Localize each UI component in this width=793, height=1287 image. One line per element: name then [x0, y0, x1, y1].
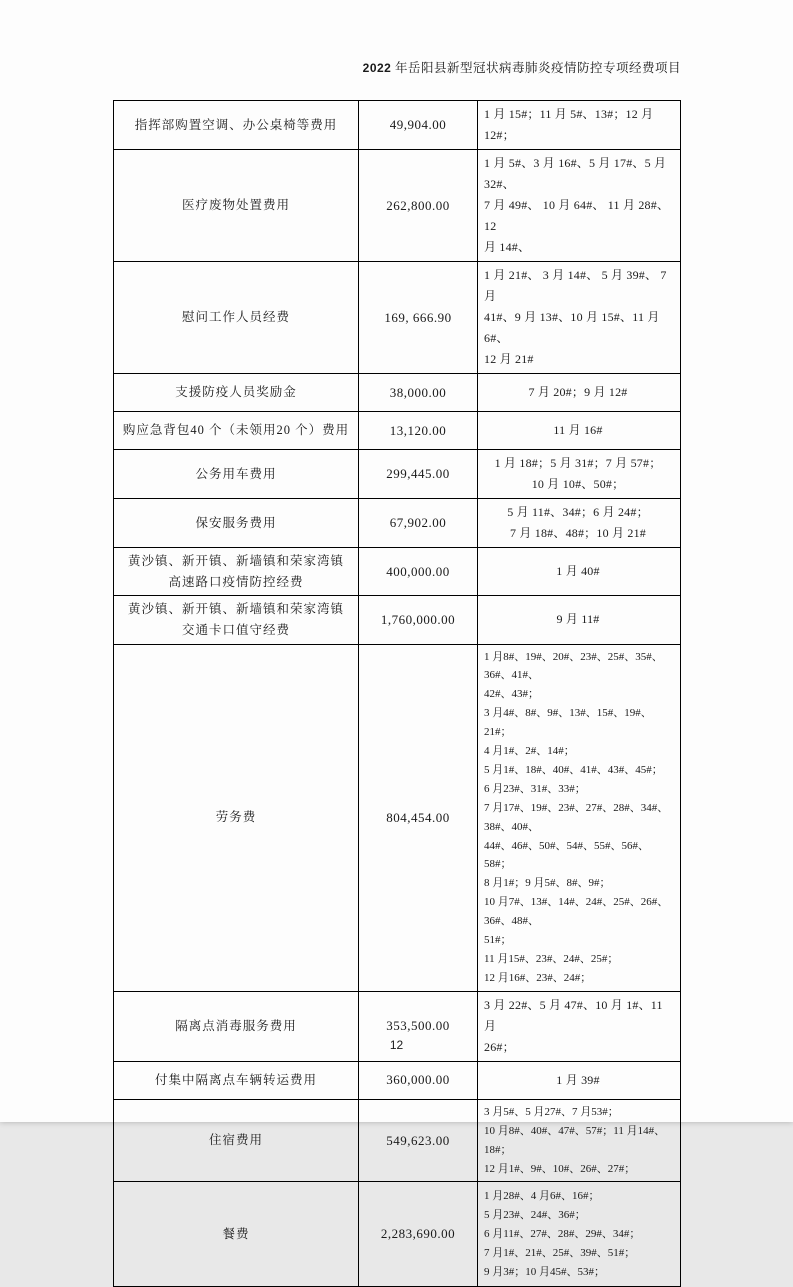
- table-row: [114, 1099, 681, 1182]
- expense-item-name: 劳务费: [114, 644, 359, 991]
- voucher-references: 11 月 16#: [478, 412, 681, 450]
- expense-item-name: 支援防疫人员奖励金: [114, 374, 359, 412]
- expense-amount: 804,454.00: [359, 644, 478, 991]
- table-row: [114, 499, 681, 548]
- expense-item-name: 黄沙镇、新开镇、新墙镇和荣家湾镇 交通卡口值守经费: [114, 596, 359, 644]
- expense-amount: 360,000.00: [359, 1061, 478, 1099]
- expense-item-name: 黄沙镇、新开镇、新墙镇和荣家湾镇 高速路口疫情防控经费: [114, 548, 359, 596]
- voucher-references: 1 月 40#: [478, 548, 681, 596]
- table-row: [114, 548, 681, 596]
- voucher-references: 1 月 15#；11 月 5#、13#；12 月 12#；: [478, 101, 681, 150]
- expense-amount: 262,800.00: [359, 150, 478, 262]
- table-row: [114, 150, 681, 262]
- header-year: 2022: [362, 61, 392, 75]
- expense-item-name: 指挥部购置空调、办公桌椅等费用: [114, 101, 359, 150]
- voucher-references: 3 月5#、5 月27#、7 月53#； 10 月8#、40#、47#、57#；11 月14#、18#； 12 月1#、9#、10#、26#、27#；: [478, 1099, 681, 1182]
- voucher-references: 1 月 21#、 3 月 14#、 5 月 39#、 7 月 41#、9 月 13#、10 月 15#、11 月 6#、 12 月 21#: [478, 262, 681, 374]
- table-row: [114, 374, 681, 412]
- expense-item-name: 付集中隔离点车辆转运费用: [114, 1061, 359, 1099]
- expense-item-name: 购应急背包40 个（未领用20 个）费用: [114, 412, 359, 450]
- table-row: [114, 262, 681, 374]
- document-header: [113, 58, 681, 76]
- table-row: [114, 644, 681, 991]
- expense-amount: 38,000.00: [359, 374, 478, 412]
- voucher-references: 1 月8#、19#、20#、23#、25#、35#、36#、41#、 42#、43#； 3 月4#、8#、9#、13#、15#、19#、21#； 4 月1#、2#、14#； 5 月1#、18#、40#、41#、43#、45#； 6 月23#、31#、33#； 7 月17#、19#、23#、27#、28#、34#、38#、40#、 44#、46#、50#、54#、55#、56#、58#； 8 月1#；9 月5#、8#、9#； 10 月7#、13#、14#、24#、25#、26#、36#、48#、 51#； 11 月15#、23#、24#、25#； 12 月16#、23#、24#；: [478, 644, 681, 991]
- expense-item-name: 慰问工作人员经费: [114, 262, 359, 374]
- voucher-references: 1 月 39#: [478, 1061, 681, 1099]
- voucher-references: 1 月 18#；5 月 31#；7 月 57#； 10 月 10#、50#；: [478, 450, 681, 499]
- voucher-references: 7 月 20#；9 月 12#: [478, 374, 681, 412]
- expense-table: [113, 100, 681, 1287]
- expense-item-name: 餐费: [114, 1182, 359, 1287]
- table-row: [114, 1061, 681, 1099]
- expense-item-name: 住宿费用: [114, 1099, 359, 1182]
- table-row: [114, 450, 681, 499]
- voucher-references: 1 月 5#、3 月 16#、5 月 17#、5 月 32#、 7 月 49#、 10 月 64#、 11 月 28#、 12 月 14#、: [478, 150, 681, 262]
- expense-amount: 169, 666.90: [359, 262, 478, 374]
- expense-amount: 400,000.00: [359, 548, 478, 596]
- expense-amount: 13,120.00: [359, 412, 478, 450]
- table-row: [114, 412, 681, 450]
- expense-amount: 353,500.00: [359, 991, 478, 1061]
- page-number: 12: [389, 1038, 404, 1052]
- expense-amount: 49,904.00: [359, 101, 478, 150]
- header-title: 年岳阳县新型冠状病毒肺炎疫情防控专项经费项目: [391, 61, 681, 75]
- expense-amount: 2,283,690.00: [359, 1182, 478, 1287]
- voucher-references: 9 月 11#: [478, 596, 681, 644]
- expense-amount: 299,445.00: [359, 450, 478, 499]
- table-row: [114, 596, 681, 644]
- expense-item-name: 保安服务费用: [114, 499, 359, 548]
- expense-item-name: 公务用车费用: [114, 450, 359, 499]
- expense-amount: 549,623.00: [359, 1099, 478, 1182]
- expense-item-name: 医疗废物处置费用: [114, 150, 359, 262]
- expense-table-body: [114, 101, 681, 1287]
- voucher-references: 3 月 22#、5 月 47#、10 月 1#、11 月 26#；: [478, 991, 681, 1061]
- voucher-references: 1 月28#、4 月6#、16#； 5 月23#、24#、36#； 6 月11#、27#、28#、29#、34#； 7 月1#、21#、25#、39#、51#； 9 月3#；10 月45#、53#；: [478, 1182, 681, 1287]
- voucher-references: 5 月 11#、34#；6 月 24#； 7 月 18#、48#；10 月 21#: [478, 499, 681, 548]
- expense-amount: 67,902.00: [359, 499, 478, 548]
- expense-amount: 1,760,000.00: [359, 596, 478, 644]
- expense-item-name: 隔离点消毒服务费用: [114, 991, 359, 1061]
- table-row: [114, 1182, 681, 1287]
- table-row: [114, 101, 681, 150]
